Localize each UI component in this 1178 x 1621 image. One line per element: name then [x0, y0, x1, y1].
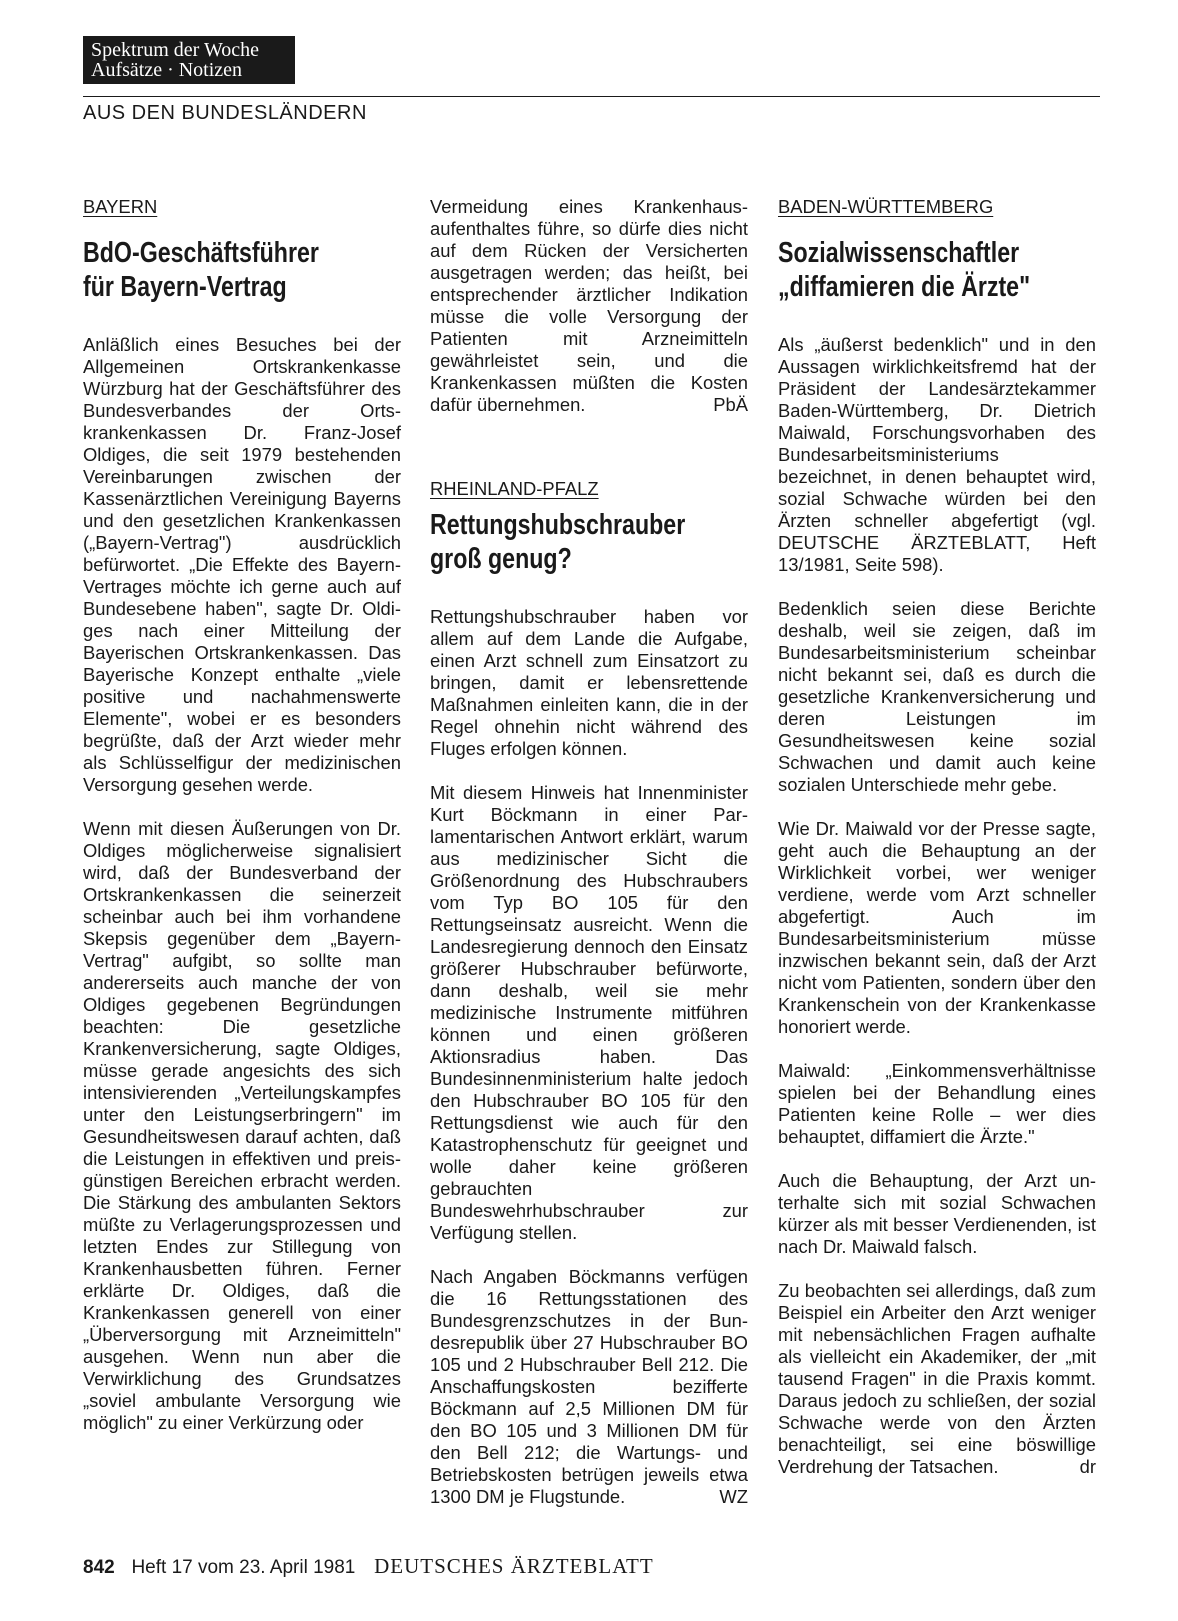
headline-line: groß genug? — [430, 543, 572, 575]
headline-line: BdO-Geschäftsführer — [83, 237, 319, 269]
author-signature: PbÄ — [713, 394, 748, 415]
column-2 — [430, 196, 748, 1530]
region-label: RHEINLAND-PFALZ — [430, 478, 599, 499]
article-paragraph: Wenn mit diesen Äußerungen von Dr. Oldiges möglicherweise signalisiert wird, daß der Bundesverband der Ortskrankenkassen die seinerzeit scheinbar auch bei ihm vorhandene Skepsis gegenüber dem „Bayern-Vertrag" aufgibt, so sollte man andererseits auch manche der von Oldiges gegebenen Begründungen beachten: Die gesetzliche Krankenversicherung, sagte Oldiges, müsse gerade angesichts des sich intensivierenden „Verteilungskampfes unter den Leistungserbringern" im Gesundheitswesen darauf achten, daß die Leistungen in effektiven und preisgünstigen Bereichen erbracht werden. Die Stärkung des ambulanten Sektors müßte zu Verlagerungsprozessen und letzten Endes zur Stillegung von Krankenhausbetten führen. Ferner erklärte Dr. Oldiges, daß die Krankenkassen generell von einer „Überversorgung mit Arzneimitteln" ausgehen. Wenn nun aber die Verwirklichung des Grundsatzes „soviel ambulante Versorgung wie möglich" zu einer Verkürzung oder — [83, 818, 401, 1433]
headline-line: für Bayern-Vertrag — [83, 271, 287, 303]
article-paragraph: Mit diesem Hinweis hat Innenminister Kurt Böckmann in einer Parlamentarischen Antwort erklärt, warum aus medizinischer Sicht die Größenordnung des Hubschraubers vom Typ BO 105 für den Rettungseinsatz ausreicht. Wenn die Landesregierung dennoch den Einsatz größerer Hubschrauber befürworte, dann deshalb, weil sie mehr medizinische Instrumente mitführen können und einen größeren Aktionsradius haben. Das Bundesinnenministerium halte jedoch den Hubschrauber BO 105 für den Rettungsdienst wie auch für den Katastrophenschutz für geeignet und wolle daher keine größeren gebrauchten Bundeswehrhubschrauber zur Verfügung stellen. — [430, 782, 748, 1243]
page-footer — [83, 1554, 783, 1580]
issue-info: Heft 17 vom 23. April 1981 — [131, 1557, 356, 1578]
author-signature: dr — [1079, 1456, 1096, 1477]
article-paragraph: Bedenklich seien diese Berichte deshalb, weil sie zeigen, daß im Bundesarbeitsministerium scheinbar nicht bekannt sei, daß es durch die gesetzliche Krankenversicherung und deren Leistungen im Gesundheitswesen keine sozial Schwachen und damit auch keine sozialen Unterschiede mehr gebe. — [778, 598, 1096, 795]
article-paragraph — [430, 1266, 748, 1508]
headline — [430, 508, 750, 576]
section-tag-line2: Aufsätze · Notizen — [91, 59, 243, 81]
section-tag — [83, 36, 295, 84]
headline-line: Sozialwissenschaftler — [778, 237, 1020, 269]
article-paragraph-text: Nach Angaben Böckmanns verfügen die 16 Rettungsstationen des Bundesgrenzschutzes in der Bundesrepublik über 27 Hubschrauber BO 105 und 2 Hubschrauber Bell 212. Die Anschaffungskosten bezifferte Böckmann auf 2,5 Millionen DM für den BO 105 und 3 Millionen DM für den Bell 212; die Wartungs- und Betriebskosten betrügen jeweils etwa 1300 DM je Flugstunde. — [430, 1266, 748, 1507]
article-paragraph: Anläßlich eines Besuches bei der Allgemeinen Ortskrankenkasse Würzburg hat der Geschäftsführer des Bundesverbandes der Ortskrankenkassen Dr. Franz-Josef Oldiges, die seit 1979 bestehenden Vereinbarungen zwischen der Kassenärztlichen Vereinigung Bayerns und den gesetzlichen Krankenkassen („Bayern-Vertrag") ausdrücklich befürwortet. „Die Effekte des Bayern-Vertrages möchte ich gerne auch auf Bundesebene haben", sagte Dr. Oldiges nach einer Mitteilung der Bayerischen Ortskrankenkassen. Das Bayerische Konzept enthalte „viele positive und nachahmenswerte Elemente", wobei er es besonders begrüßte, daß der Arzt wieder mehr als Schlüsselfigur der medizinischen Versorgung gesehen werde. — [83, 334, 401, 795]
header-rule — [83, 96, 1100, 97]
article-paragraph: Rettungshubschrauber haben vor allem auf dem Lande die Aufgabe, einen Arzt schnell zum Einsatzort zu bringen, damit er lebensrettende Maßnahmen einleiten kann, die in der Regel ohnehin nicht während des Fluges erfolgen können. — [430, 606, 748, 759]
article-paragraph — [430, 196, 748, 416]
magazine-name: DEUTSCHES ÄRZTEBLATT — [374, 1554, 654, 1578]
author-signature: WZ — [719, 1486, 748, 1507]
region-label: BAYERN — [83, 196, 158, 217]
article-paragraph-text: Zu beobachten sei allerdings, daß zum Beispiel ein Arbeiter den Arzt weniger mit nebensächlichen Fragen aufhalte als vielleicht ein Akademiker, der „mit tausend Fragen" in die Praxis kommt. Daraus jedoch zu schließen, der sozial Schwache werde von den Ärzten benachteiligt, sei eine böswillige Verdrehung der Tatsachen. — [778, 1280, 1096, 1477]
page-number: 842 — [83, 1557, 115, 1578]
article-paragraph: Als „äußerst bedenklich" und in den Aussagen wirklichkeitsfremd hat der Präsident der Landesärztekammer Baden-Württemberg, Dr. Dietrich Maiwald, Forschungsvorhaben des Bundesarbeitsministeriums bezeichnet, in denen behauptet wird, sozial Schwache würden bei den Ärzten schneller abgefertigt (vgl. DEUTSCHE ÄRZTEBLATT, Heft 13/1981, Seite 598). — [778, 334, 1096, 575]
headline — [83, 236, 403, 304]
region-label: BADEN-WÜRTTEMBERG — [778, 196, 994, 217]
section-tag-line1: Spektrum der Woche — [91, 39, 259, 61]
article-paragraph: Wie Dr. Maiwald vor der Presse sagte, geht auch die Behauptung an der Wirklichkeit vorbei, wer weniger verdiene, werde vom Arzt schneller abgefertigt. Auch im Bundesarbeitsministerium müsse inzwischen bekannt sein, daß der Arzt nicht vom Patienten, sondern über den Krankenschein von der Krankenkasse honoriert werde. — [778, 818, 1096, 1037]
column-3 — [778, 196, 1096, 1500]
article-paragraph: Maiwald: „Einkommensverhältnisse spielen bei der Behandlung eines Patienten keine Rolle – wer dies behauptet, diffamiert die Ärzte." — [778, 1060, 1096, 1147]
headline-line: Rettungshubschrauber — [430, 509, 686, 541]
rubric: AUS DEN BUNDESLÄNDERN — [83, 102, 367, 124]
headline — [778, 236, 1098, 304]
article-paragraph: Auch die Behauptung, der Arzt unterhalte sich mit sozial Schwachen kürzer als mit besser Verdienenden, ist nach Dr. Maiwald falsch. — [778, 1170, 1096, 1257]
column-1 — [83, 196, 401, 1456]
article-paragraph — [778, 1280, 1096, 1478]
headline-line: „diffamieren die Ärzte" — [778, 271, 1031, 303]
article-paragraph-continued: Vermeidung eines Krankenhausaufenthaltes führe, so dürfe dies nicht auf dem Rücken der Versicherten ausgetragen werden; das heißt, bei entsprechender ärztlicher Indikation müsse die volle Versorgung der Patienten mit Arzneimitteln gewährleistet sein, und die Krankenkassen müßten die Kosten dafür übernehmen. — [430, 196, 748, 415]
